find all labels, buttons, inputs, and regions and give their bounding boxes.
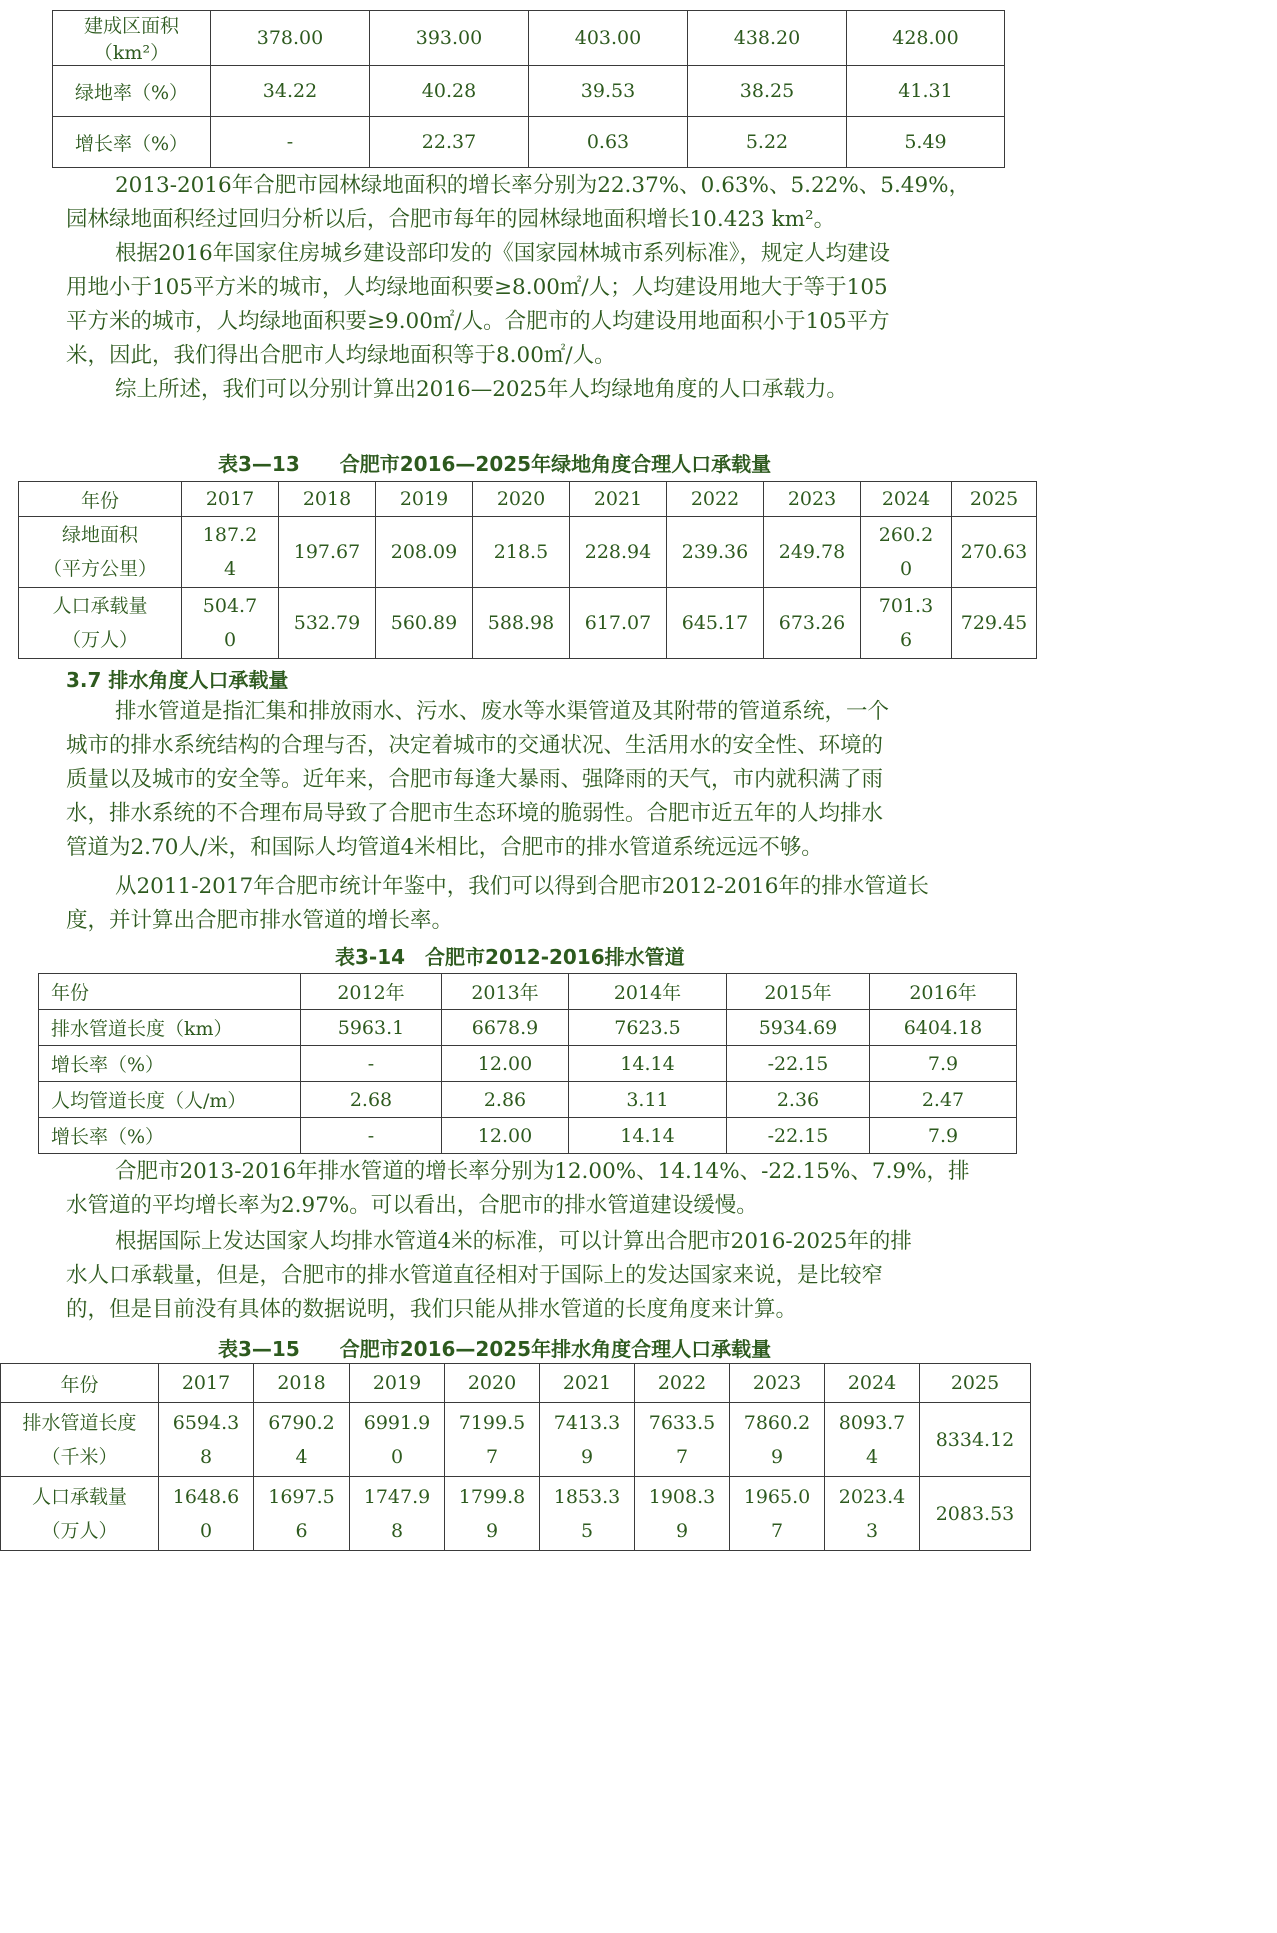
row-label: 人均管道长度（人/m） — [39, 1082, 301, 1118]
table-cell — [445, 1477, 540, 1551]
table-cell: 5934.69 — [727, 1010, 870, 1046]
table-cell-line: 7860.2 — [743, 1411, 811, 1434]
table-cell: - — [301, 1046, 442, 1082]
table-header-row — [39, 974, 1017, 1010]
table-cell: 428.00 — [847, 11, 1005, 66]
table-cell-line: 8334.12 — [935, 1428, 1015, 1451]
paragraph-line: 综上所述，我们可以分别计算出2016—2025年人均绿地角度的人口承载力。 — [115, 377, 848, 402]
table-cell-line: 8093.7 — [838, 1411, 906, 1434]
row-label: 增长率（%） — [39, 1046, 301, 1082]
header-year: 2021 — [540, 1364, 635, 1403]
paragraph-line: 排水管道是指汇集和排放雨水、污水、废水等水渠管道及其附带的管道系统，一个 — [115, 699, 890, 724]
header-year: 2020 — [445, 1364, 540, 1403]
header-label: 年份 — [39, 974, 301, 1010]
table-cell-line: 197.67 — [293, 541, 361, 563]
row-label-line: （万人） — [41, 1519, 118, 1542]
row-label: 增长率（%） — [39, 1118, 301, 1154]
table-cell-line: 1697.5 — [268, 1485, 335, 1508]
row-label-line: （千米） — [41, 1445, 118, 1468]
table-row — [53, 66, 1005, 117]
table-cell: 14.14 — [569, 1118, 727, 1154]
table-13-caption: 表3—13 合肥市2016—2025年绿地角度合理人口承载量 — [218, 452, 772, 476]
table-cell: 7.9 — [870, 1118, 1017, 1154]
table-row — [53, 11, 1005, 66]
table-cell: 14.14 — [569, 1046, 727, 1082]
row-label-line: （平方公里） — [42, 558, 157, 580]
header-year: 2022 — [635, 1364, 730, 1403]
table-cell — [159, 1403, 254, 1477]
header-year: 2012年 — [301, 974, 442, 1010]
table-cell-line: 228.94 — [584, 541, 652, 563]
table-cell-line: 260.2 — [878, 524, 934, 546]
table-cell-line: 7199.5 — [458, 1411, 526, 1434]
table-cell: 7623.5 — [569, 1010, 727, 1046]
table-row — [39, 1118, 1017, 1154]
table-cell-line: 8 — [199, 1445, 213, 1468]
table-cell-line: 1908.3 — [648, 1485, 716, 1508]
row-label-line: 人口承载量 — [52, 595, 148, 617]
paragraph-line: 平方米的城市，人均绿地面积要≥9.00㎡/人。合肥市的人均建设用地面积小于105平方 — [66, 309, 890, 334]
table-cell-line: 729.45 — [960, 612, 1028, 634]
table-row — [53, 117, 1005, 168]
header-year: 2023 — [730, 1364, 825, 1403]
table-cell-line: 560.89 — [390, 612, 458, 634]
header-year: 2021 — [570, 482, 667, 517]
table-cell: 5.49 — [847, 117, 1005, 168]
table-cell: 2.47 — [870, 1082, 1017, 1118]
table-cell — [254, 1403, 350, 1477]
table-cell-line: 0 — [390, 1445, 404, 1468]
table-cell: 2.86 — [442, 1082, 569, 1118]
table-header-row — [19, 482, 1037, 517]
table-row — [19, 588, 1037, 659]
table-cell-line: 0 — [223, 629, 237, 651]
table-cell: 3.11 — [569, 1082, 727, 1118]
table-cell-line: 3 — [865, 1519, 879, 1542]
header-year: 2020 — [473, 482, 570, 517]
table-cell — [376, 588, 473, 659]
table-header-row — [1, 1364, 1031, 1403]
table-cell: 39.53 — [529, 66, 688, 117]
table-cell-line: 617.07 — [584, 612, 652, 634]
table-cell-line: 0 — [199, 1519, 213, 1542]
table-cell-line: 7 — [770, 1519, 784, 1542]
table-cell — [952, 588, 1037, 659]
row-label — [19, 517, 182, 588]
table-cell: 41.31 — [847, 66, 1005, 117]
table-cell: 12.00 — [442, 1046, 569, 1082]
table-15-caption: 表3—15 合肥市2016—2025年排水角度合理人口承载量 — [218, 1337, 772, 1361]
table-top — [52, 10, 1005, 168]
row-label: 绿地率（%） — [53, 66, 211, 117]
table-cell: 0.63 — [529, 117, 688, 168]
paragraph-line: 度，并计算出合肥市排水管道的增长率。 — [66, 908, 454, 933]
table-cell — [825, 1477, 920, 1551]
table-row — [19, 517, 1037, 588]
header-year: 2023 — [764, 482, 861, 517]
table-cell: 34.22 — [211, 66, 370, 117]
table-cell-line: 2083.53 — [935, 1502, 1015, 1525]
table-cell-line: 5 — [580, 1519, 594, 1542]
table-15 — [0, 1363, 1031, 1551]
table-cell: -22.15 — [727, 1118, 870, 1154]
table-cell — [182, 517, 279, 588]
table-row — [39, 1046, 1017, 1082]
table-cell: 2.36 — [727, 1082, 870, 1118]
table-row — [39, 1010, 1017, 1046]
table-cell-line: 7633.5 — [648, 1411, 716, 1434]
table-cell — [635, 1403, 730, 1477]
table-cell-line: 270.63 — [960, 541, 1028, 563]
table-cell — [540, 1403, 635, 1477]
row-label — [1, 1477, 159, 1551]
table-cell-line: 532.79 — [293, 612, 361, 634]
table-cell-line: 701.3 — [878, 595, 934, 617]
table-cell — [952, 517, 1037, 588]
table-cell-line: 9 — [770, 1445, 784, 1468]
table-cell-line: 9 — [580, 1445, 594, 1468]
table-cell — [159, 1477, 254, 1551]
table-cell: 403.00 — [529, 11, 688, 66]
header-year: 2024 — [825, 1364, 920, 1403]
table-cell — [764, 588, 861, 659]
table-cell: 12.00 — [442, 1118, 569, 1154]
table-cell — [920, 1403, 1031, 1477]
header-label: 年份 — [1, 1364, 159, 1403]
table-cell-line: 1799.8 — [458, 1485, 526, 1508]
table-cell — [570, 588, 667, 659]
paragraph-line: 从2011-2017年合肥市统计年鉴中，我们可以得到合肥市2012-2016年的排水管道长 — [115, 874, 929, 899]
table-cell — [667, 588, 764, 659]
header-year: 2024 — [861, 482, 952, 517]
paragraph-line: 水人口承载量，但是，合肥市的排水管道直径相对于国际上的发达国家来说，是比较窄 — [66, 1263, 884, 1288]
table-cell-line: 6 — [295, 1519, 308, 1542]
paragraph-line: 用地小于105平方米的城市，人均绿地面积要≥8.00㎡/人；人均建设用地大于等于105 — [66, 275, 888, 300]
table-cell-line: 249.78 — [778, 541, 846, 563]
table-cell-line: 218.5 — [493, 541, 549, 563]
table-cell — [350, 1403, 445, 1477]
table-cell: - — [211, 117, 370, 168]
header-year: 2025 — [920, 1364, 1031, 1403]
table-cell-line: 6 — [899, 629, 913, 651]
header-year: 2013年 — [442, 974, 569, 1010]
table-cell: 38.25 — [688, 66, 847, 117]
paragraph-line: 管道为2.70人/米，和国际人均管道4米相比，合肥市的排水管道系统远远不够。 — [66, 835, 823, 860]
table-cell-line: 1747.9 — [363, 1485, 431, 1508]
table-cell-line: 0 — [899, 558, 913, 580]
table-cell-line: 239.36 — [681, 541, 749, 563]
table-13 — [18, 481, 1037, 659]
table-cell-line: 4 — [865, 1445, 879, 1468]
table-row — [39, 1082, 1017, 1118]
paragraph-line: 质量以及城市的安全等。近年来，合肥市每逢大暴雨、强降雨的天气，市内就积满了雨 — [66, 767, 884, 792]
section-heading: 3.7 排水角度人口承载量 — [66, 668, 289, 692]
row-label: 增长率（%） — [53, 117, 211, 168]
table-cell-line: 187.2 — [202, 524, 258, 546]
table-cell-line: 9 — [675, 1519, 689, 1542]
table-cell — [254, 1477, 350, 1551]
table-cell: 2.68 — [301, 1082, 442, 1118]
paragraph-line: 园林绿地面积经过回归分析以后，合肥市每年的园林绿地面积增长10.423 km²。 — [66, 207, 836, 232]
table-cell — [635, 1477, 730, 1551]
table-cell — [473, 588, 570, 659]
table-cell: 378.00 — [211, 11, 370, 66]
table-cell-line: 4 — [295, 1445, 308, 1468]
header-label: 年份 — [19, 482, 182, 517]
row-label-line: 排水管道长度 — [22, 1411, 137, 1434]
header-year: 2018 — [254, 1364, 350, 1403]
paragraph-line: 2013-2016年合肥市园林绿地面积的增长率分别为22.37%、0.63%、5.22%、5.49%， — [115, 173, 971, 198]
table-row — [1, 1403, 1031, 1477]
table-cell-line: 9 — [485, 1519, 499, 1542]
table-cell-line: 6790.2 — [268, 1411, 335, 1434]
table-cell-line: 6991.9 — [363, 1411, 431, 1434]
table-cell: 7.9 — [870, 1046, 1017, 1082]
paragraph-line: 根据国际上发达国家人均排水管道4米的标准，可以计算出合肥市2016-2025年的排 — [115, 1229, 912, 1254]
table-cell: 393.00 — [370, 11, 529, 66]
table-cell: 5.22 — [688, 117, 847, 168]
table-cell-line: 4 — [223, 558, 237, 580]
table-cell — [667, 517, 764, 588]
header-year: 2016年 — [870, 974, 1017, 1010]
table-cell-line: 1648.6 — [172, 1485, 240, 1508]
table-cell — [861, 588, 952, 659]
table-cell — [182, 588, 279, 659]
table-cell-line: 645.17 — [681, 612, 749, 634]
table-cell — [570, 517, 667, 588]
row-label — [19, 588, 182, 659]
table-cell-line: 673.26 — [778, 612, 846, 634]
table-cell — [540, 1477, 635, 1551]
row-label: 建成区面积（km²） — [53, 11, 211, 66]
table-cell-line: 208.09 — [390, 541, 458, 563]
paragraph-line: 水，排水系统的不合理布局导致了合肥市生态环境的脆弱性。合肥市近五年的人均排水 — [66, 801, 884, 826]
header-year: 2014年 — [569, 974, 727, 1010]
table-cell — [920, 1477, 1031, 1551]
table-cell — [279, 588, 376, 659]
table-cell — [279, 517, 376, 588]
paragraph-line: 根据2016年国家住房城乡建设部印发的《国家园林城市系列标准》，规定人均建设 — [115, 241, 890, 266]
table-cell-line: 7413.3 — [553, 1411, 621, 1434]
table-cell: 6678.9 — [442, 1010, 569, 1046]
header-year: 2018 — [279, 482, 376, 517]
header-year: 2017 — [159, 1364, 254, 1403]
table-cell: -22.15 — [727, 1046, 870, 1082]
table-cell-line: 7 — [675, 1445, 689, 1468]
table-cell-line: 588.98 — [487, 612, 555, 634]
table-cell — [350, 1477, 445, 1551]
table-cell: 438.20 — [688, 11, 847, 66]
header-year: 2025 — [952, 482, 1037, 517]
table-cell-line: 1853.3 — [553, 1485, 621, 1508]
table-cell — [730, 1403, 825, 1477]
paragraph-line: 的，但是目前没有具体的数据说明，我们只能从排水管道的长度角度来计算。 — [66, 1297, 798, 1322]
table-row — [1, 1477, 1031, 1551]
table-cell-line: 2023.4 — [838, 1485, 906, 1508]
table-cell — [861, 517, 952, 588]
table-cell-line: 6594.3 — [172, 1411, 240, 1434]
header-year: 2019 — [350, 1364, 445, 1403]
header-year: 2019 — [376, 482, 473, 517]
table-cell — [764, 517, 861, 588]
row-label-line: （万人） — [61, 629, 138, 651]
header-year: 2015年 — [727, 974, 870, 1010]
table-14 — [38, 973, 1017, 1154]
table-cell-line: 7 — [485, 1445, 499, 1468]
header-year: 2022 — [667, 482, 764, 517]
table-cell — [473, 517, 570, 588]
table-cell — [376, 517, 473, 588]
row-label-line: 人口承载量 — [31, 1485, 127, 1508]
table-cell — [730, 1477, 825, 1551]
table-cell: 5963.1 — [301, 1010, 442, 1046]
paragraph-line: 水管道的平均增长率为2.97%。可以看出，合肥市的排水管道建设缓慢。 — [66, 1193, 758, 1218]
table-cell-line: 8 — [390, 1519, 404, 1542]
table-cell: 22.37 — [370, 117, 529, 168]
paragraph-line: 合肥市2013-2016年排水管道的增长率分别为12.00%、14.14%、-22.15%、7.9%，排 — [115, 1159, 970, 1184]
row-label: 排水管道长度（km） — [39, 1010, 301, 1046]
row-label-line: 绿地面积 — [61, 524, 138, 546]
paragraph-line: 城市的排水系统结构的合理与否，决定着城市的交通状况、生活用水的安全性、环境的 — [66, 733, 884, 758]
table-cell: 6404.18 — [870, 1010, 1017, 1046]
row-label — [1, 1403, 159, 1477]
table-cell — [825, 1403, 920, 1477]
table-14-caption: 表3-14 合肥市2012-2016排水管道 — [335, 945, 685, 969]
table-cell: - — [301, 1118, 442, 1154]
header-year: 2017 — [182, 482, 279, 517]
table-cell: 40.28 — [370, 66, 529, 117]
table-cell — [445, 1403, 540, 1477]
table-cell-line: 504.7 — [202, 595, 258, 617]
table-cell-line: 1965.0 — [743, 1485, 811, 1508]
paragraph-line: 米，因此，我们得出合肥市人均绿地面积等于8.00㎡/人。 — [66, 343, 616, 368]
